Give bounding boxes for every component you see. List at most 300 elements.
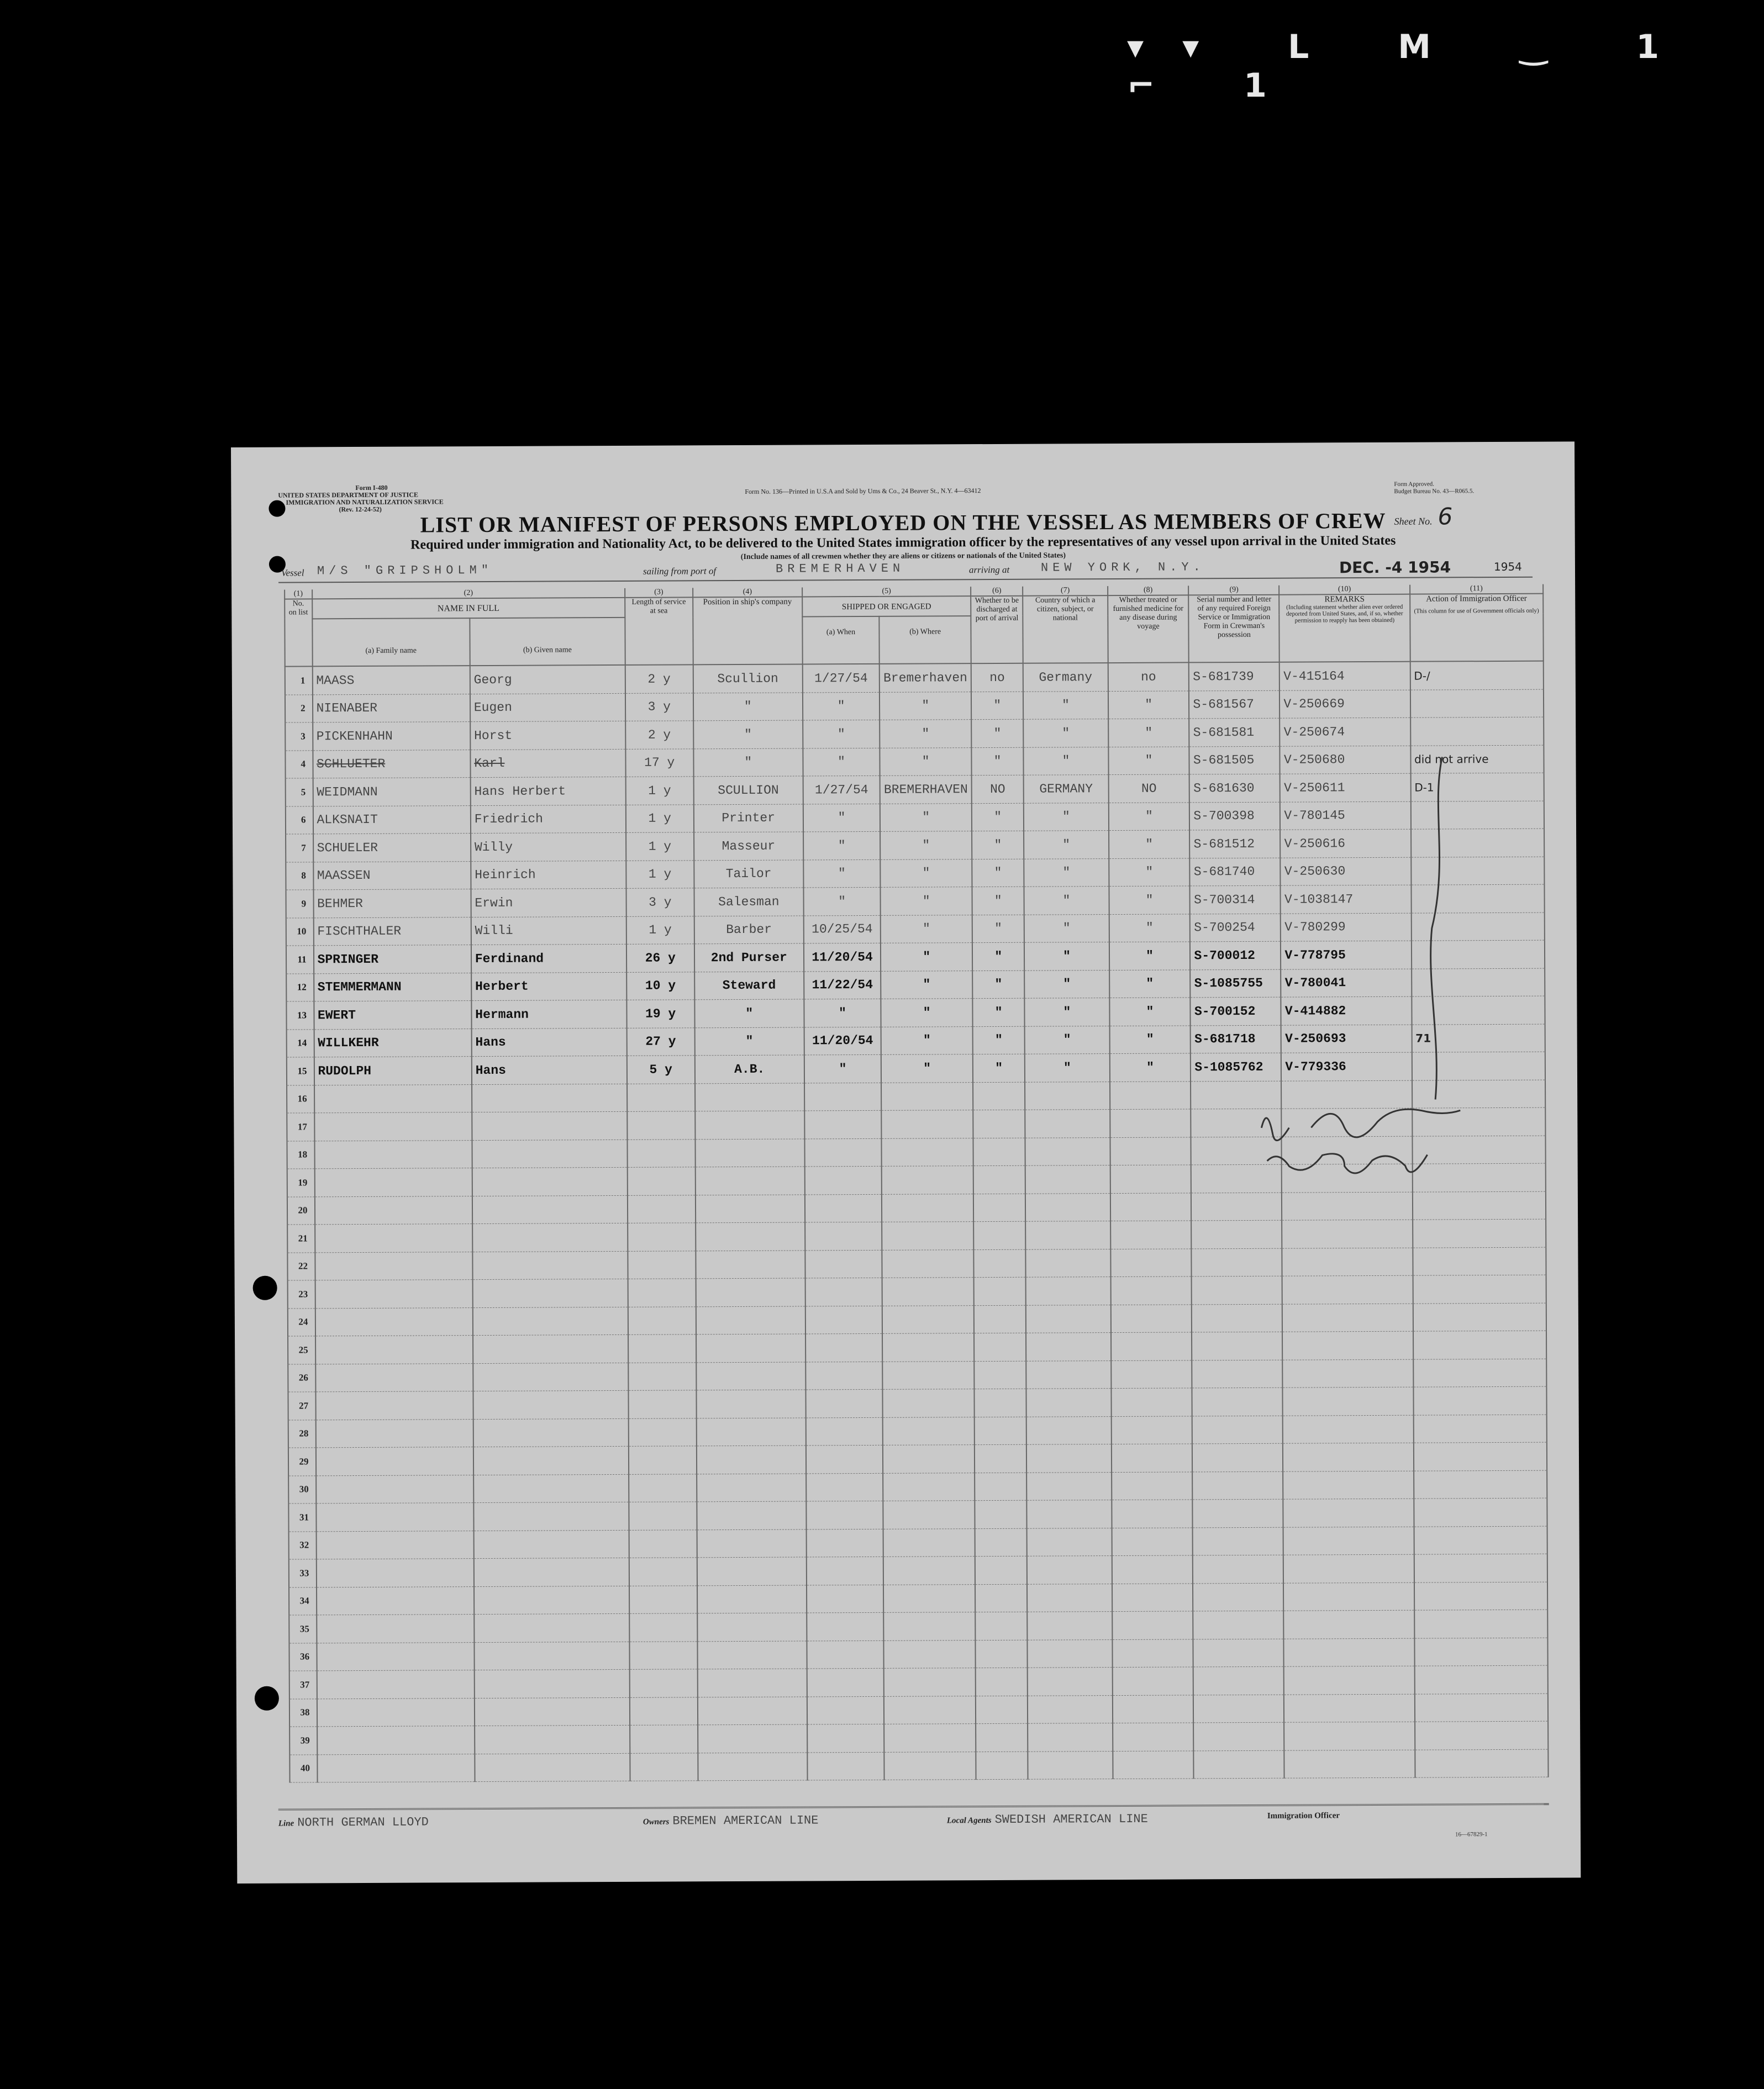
cell-remarks — [1284, 1666, 1414, 1695]
cell-length — [629, 1502, 697, 1530]
cell-when — [805, 1333, 883, 1362]
header-length: Length of service at sea — [625, 597, 693, 665]
approval-note: Form Approved. Budget Bureau No. 43—R065.5. — [1394, 481, 1475, 495]
row-number: 12 — [286, 973, 314, 1001]
cell-remarks — [1283, 1443, 1413, 1471]
cell-given: Horst — [470, 721, 625, 750]
cell-country: GERMANY — [1024, 775, 1109, 803]
cell-when: 11/20/54 — [804, 943, 881, 971]
cell-length — [628, 1362, 696, 1390]
cell-length — [629, 1613, 697, 1642]
arriving-label: arriving at — [968, 564, 1010, 576]
cell-family — [315, 1224, 473, 1253]
cell-action: did not arrive — [1410, 745, 1544, 774]
cell-where — [881, 1110, 973, 1138]
cell-position — [697, 1529, 806, 1557]
cell-family — [316, 1531, 474, 1559]
cell-treated: " — [1109, 1025, 1191, 1053]
cell-action — [1413, 1331, 1547, 1359]
cell-remarks — [1283, 1499, 1414, 1527]
cell-serial: S-1085762 — [1191, 1053, 1281, 1081]
cell-position — [695, 1083, 804, 1111]
cell-position — [697, 1669, 807, 1697]
cell-treated — [1110, 1109, 1191, 1137]
cell-length: 5 y — [627, 1056, 695, 1084]
cell-treated: " — [1108, 746, 1189, 774]
row-number: 26 — [288, 1364, 315, 1392]
cell-serial — [1192, 1416, 1283, 1444]
cell-given — [473, 1334, 628, 1363]
cell-family: SCHLUETER — [313, 750, 471, 778]
arrival-port: NEW YORK, N.Y. — [1040, 560, 1205, 575]
cell-where — [882, 1166, 973, 1194]
header-family: (a) Family name — [312, 618, 470, 667]
cell-given — [474, 1642, 629, 1670]
cell-given — [472, 1167, 627, 1196]
cell-where: " — [880, 831, 972, 859]
cell-action — [1414, 1554, 1547, 1582]
cell-where: " — [880, 692, 971, 720]
row-number: 17 — [287, 1113, 314, 1141]
row-number: 28 — [288, 1420, 316, 1448]
cell-family — [317, 1698, 475, 1727]
cell-action — [1414, 1470, 1547, 1499]
cell-given — [472, 1195, 628, 1224]
cell-length — [629, 1641, 697, 1669]
cell-given — [474, 1558, 629, 1586]
row-number: 3 — [285, 722, 313, 751]
cell-family — [314, 1168, 472, 1197]
cell-position: Salesman — [694, 888, 803, 916]
row-number: 35 — [289, 1615, 317, 1643]
service-name: IMMIGRATION AND NATURALIZATION SERVICE — [286, 498, 444, 507]
cell-remarks — [1282, 1275, 1413, 1304]
arrival-year: 1954 — [1493, 560, 1522, 574]
cell-family — [314, 1140, 472, 1169]
cell-when — [804, 1110, 882, 1138]
row-number: 32 — [289, 1531, 317, 1559]
cell-treated — [1110, 1248, 1192, 1276]
line-field: Line NORTH GERMAN LLOYD — [278, 1815, 429, 1830]
cell-remarks: V-780041 — [1281, 969, 1412, 998]
row-number: 9 — [286, 890, 313, 918]
cell-country: " — [1024, 747, 1109, 775]
cell-when — [807, 1696, 884, 1724]
cell-country: " — [1025, 998, 1110, 1026]
cell-when — [806, 1417, 883, 1446]
row-number: 4 — [285, 750, 313, 778]
col-num: (5) — [802, 587, 971, 597]
row-number: 24 — [288, 1308, 315, 1336]
cell-when: " — [804, 999, 881, 1027]
header-name: NAME IN FULL — [312, 598, 625, 619]
cell-treated — [1111, 1416, 1192, 1444]
cell-where — [882, 1305, 974, 1333]
cell-action — [1414, 1638, 1548, 1666]
cell-where — [883, 1612, 975, 1640]
header-action — [1410, 594, 1544, 662]
cell-where: " — [880, 720, 971, 748]
cell-given: Ferdinand — [471, 944, 626, 973]
cell-length — [630, 1753, 698, 1781]
cell-action — [1413, 1247, 1546, 1276]
cell-where: " — [881, 915, 972, 943]
cell-action — [1413, 1415, 1547, 1443]
cell-country — [1025, 1110, 1110, 1138]
officer-field: Immigration Officer — [1267, 1811, 1340, 1821]
cell-length: 19 y — [626, 1000, 694, 1028]
cell-country — [1026, 1277, 1111, 1305]
cell-family: NIENABER — [312, 694, 470, 722]
cell-position — [697, 1640, 807, 1669]
cell-treated — [1110, 1137, 1191, 1165]
cell-where — [884, 1668, 976, 1696]
cell-where — [883, 1445, 975, 1473]
cell-position: SCULLION — [693, 776, 803, 804]
cell-where — [884, 1724, 976, 1752]
cell-where — [881, 1082, 973, 1110]
cell-family: PICKENHAHN — [313, 722, 471, 751]
cell-treated: " — [1108, 719, 1189, 747]
cell-treated — [1110, 1221, 1192, 1249]
cell-treated — [1112, 1555, 1193, 1584]
row-number: 34 — [289, 1587, 317, 1615]
cell-serial: S-681512 — [1189, 830, 1280, 858]
cell-remarks — [1283, 1471, 1414, 1500]
cell-family — [316, 1559, 474, 1587]
cell-length — [628, 1418, 696, 1446]
cell-treated — [1110, 1276, 1192, 1305]
col-num: (4) — [693, 587, 802, 597]
department-name: UNITED STATES DEPARTMENT OF JUSTICE — [278, 490, 419, 499]
cell-treated — [1110, 1193, 1192, 1221]
cell-treated — [1112, 1667, 1193, 1695]
cell-serial — [1193, 1527, 1283, 1555]
cell-treated — [1111, 1444, 1192, 1472]
cell-serial — [1193, 1639, 1284, 1667]
printer-line: Form No. 136—Printed in U.S.A and Sold by Ums & Co., 24 Beaver St., N.Y. 4—63412 — [745, 487, 981, 495]
cell-action — [1415, 1721, 1549, 1750]
cell-position — [695, 1111, 804, 1139]
cell-given: Willi — [471, 916, 626, 945]
row-number: 5 — [286, 778, 313, 806]
cell-position — [696, 1306, 805, 1334]
cell-treated — [1111, 1332, 1192, 1360]
cell-remarks — [1284, 1750, 1415, 1779]
cell-where — [883, 1417, 975, 1445]
cell-treated — [1112, 1639, 1193, 1667]
row-number: 8 — [286, 862, 313, 890]
cell-treated — [1110, 1165, 1191, 1193]
cell-treated — [1113, 1750, 1194, 1779]
cell-discharged: " — [971, 719, 1023, 747]
cell-family — [317, 1670, 475, 1699]
cell-length — [628, 1223, 696, 1251]
row-number: 40 — [289, 1754, 317, 1782]
cell-length: 17 y — [625, 748, 693, 777]
cell-remarks — [1282, 1304, 1413, 1332]
cell-given — [473, 1446, 629, 1475]
cell-family — [315, 1447, 473, 1476]
agents-field: Local Agents SWEDISH AMERICAN LINE — [946, 1812, 1148, 1827]
row-number: 10 — [286, 917, 314, 946]
cell-given — [474, 1669, 629, 1698]
cell-discharged — [976, 1696, 1028, 1724]
cell-country — [1027, 1556, 1112, 1584]
cell-where — [884, 1640, 976, 1668]
cell-family: RUDOLPH — [314, 1057, 472, 1085]
cell-serial — [1193, 1499, 1283, 1527]
col-num: (3) — [625, 588, 693, 598]
cell-family — [316, 1475, 474, 1504]
row-number: 31 — [288, 1504, 316, 1532]
cell-position: " — [693, 692, 803, 720]
cell-position: 2nd Purser — [694, 943, 804, 972]
row-number: 13 — [286, 1001, 314, 1030]
cell-action — [1414, 1610, 1548, 1638]
cell-when: " — [803, 804, 881, 832]
remarks-note: (Including statement whether alien ever ordered deported from United States, and, if so, whether permission to reapply has been obtained) — [1286, 603, 1403, 624]
cell-country: " — [1023, 691, 1108, 719]
cell-length — [628, 1390, 696, 1418]
cell-length: 27 y — [626, 1027, 694, 1056]
cell-country: " — [1024, 803, 1109, 831]
cell-family: WEIDMANN — [313, 778, 471, 806]
cell-given — [473, 1363, 628, 1391]
cell-when — [804, 1083, 882, 1111]
cell-country: " — [1024, 887, 1109, 915]
cell-when — [805, 1278, 882, 1306]
cell-given — [472, 1251, 628, 1280]
cell-length — [629, 1558, 697, 1586]
cell-family — [314, 1196, 472, 1225]
cell-action — [1414, 1526, 1547, 1555]
cell-where — [882, 1138, 973, 1166]
cell-remarks — [1283, 1527, 1414, 1555]
cell-when — [805, 1389, 883, 1417]
cell-discharged — [975, 1417, 1026, 1445]
cell-treated: " — [1109, 969, 1191, 998]
cell-serial — [1192, 1332, 1282, 1360]
header-given: (b) Given name — [470, 617, 625, 666]
film-frame-marks: ▾▾ L M ‿ 1 ⌐ 1 — [1127, 28, 1698, 105]
cell-position — [696, 1278, 805, 1306]
cell-where: " — [881, 943, 972, 971]
cell-where — [884, 1696, 976, 1724]
cell-given: Hans — [472, 1056, 627, 1084]
cell-remarks — [1284, 1638, 1414, 1667]
cell-position: " — [694, 999, 804, 1027]
cell-family: FISCHTHALER — [313, 917, 471, 946]
cell-when — [807, 1724, 884, 1752]
cell-given — [473, 1418, 628, 1447]
cell-discharged — [974, 1277, 1026, 1305]
col-num: (11) — [1410, 584, 1543, 594]
cell-serial — [1192, 1276, 1282, 1304]
cell-serial — [1193, 1695, 1284, 1723]
owners-field: Owners BREMEN AMERICAN LINE — [643, 1813, 819, 1828]
cell-where — [882, 1278, 974, 1306]
cell-family: SCHUELER — [313, 834, 471, 862]
cell-remarks: V-250680 — [1280, 746, 1410, 774]
cell-position: Masseur — [694, 832, 803, 860]
cell-when: 1/27/54 — [803, 664, 880, 693]
cell-discharged: " — [971, 747, 1023, 776]
cell-country: " — [1024, 970, 1109, 998]
cell-length — [627, 1167, 695, 1195]
cell-where — [882, 1194, 973, 1222]
cell-discharged: " — [973, 1026, 1025, 1054]
cell-length: 3 y — [626, 888, 694, 916]
cell-discharged — [975, 1473, 1026, 1501]
cell-serial: S-1085755 — [1191, 969, 1281, 998]
cell-serial — [1193, 1471, 1283, 1500]
cell-country — [1026, 1333, 1111, 1361]
cell-country — [1025, 1137, 1110, 1165]
row-number: 39 — [289, 1727, 317, 1755]
cell-where — [883, 1557, 975, 1585]
cell-serial — [1192, 1248, 1282, 1276]
cell-action — [1410, 717, 1544, 746]
cell-position — [696, 1390, 805, 1418]
cell-discharged: no — [971, 663, 1023, 692]
cell-family — [315, 1419, 473, 1448]
cell-discharged: " — [972, 942, 1024, 970]
cell-when — [807, 1585, 884, 1613]
cell-remarks — [1283, 1415, 1413, 1444]
row-number: 27 — [288, 1392, 315, 1420]
cell-discharged — [973, 1221, 1025, 1249]
cell-action — [1413, 1359, 1547, 1388]
cell-where — [883, 1584, 975, 1612]
header-no: No. on list — [285, 599, 312, 666]
cell-family — [315, 1336, 473, 1364]
cell-family: BEHMER — [313, 889, 471, 918]
cell-where: " — [881, 999, 973, 1027]
cell-where: " — [880, 747, 972, 776]
cell-given — [475, 1725, 630, 1754]
cell-treated: " — [1109, 830, 1190, 858]
cell-country: " — [1024, 831, 1109, 859]
row-number: 18 — [287, 1141, 314, 1169]
cell-treated — [1111, 1360, 1192, 1388]
cell-when — [805, 1166, 882, 1194]
cell-discharged — [973, 1138, 1025, 1166]
cell-serial: S-700254 — [1190, 914, 1281, 942]
cell-country — [1028, 1668, 1113, 1696]
cell-serial — [1192, 1388, 1283, 1416]
cell-position — [695, 1138, 804, 1167]
cell-country — [1028, 1639, 1113, 1668]
cell-given: Hans Herbert — [470, 777, 625, 805]
row-number: 36 — [289, 1643, 317, 1671]
cell-position — [695, 1167, 804, 1195]
cell-given — [473, 1502, 629, 1531]
cell-action — [1414, 1498, 1547, 1527]
cell-remarks: V-414882 — [1281, 996, 1412, 1025]
cell-family: WILLKEHR — [314, 1028, 472, 1057]
cell-length — [628, 1279, 696, 1307]
cell-when — [805, 1362, 883, 1390]
cell-serial — [1193, 1611, 1284, 1639]
cell-discharged — [973, 1194, 1025, 1222]
cell-when — [807, 1752, 884, 1780]
cell-country — [1025, 1221, 1110, 1249]
cell-discharged — [975, 1444, 1026, 1473]
cell-where — [882, 1222, 973, 1250]
cell-position — [697, 1557, 806, 1585]
cell-remarks — [1284, 1694, 1414, 1723]
cell-length: 2 y — [625, 721, 693, 749]
cell-given — [472, 1279, 628, 1307]
cell-remarks — [1283, 1582, 1414, 1611]
col-num: (2) — [312, 588, 625, 599]
sheet-number: Sheet No. 6 — [1394, 503, 1453, 530]
cell-serial — [1193, 1555, 1283, 1583]
inspector-signature — [1245, 1094, 1483, 1222]
cell-discharged: " — [972, 831, 1024, 859]
form-title: LIST OR MANIFEST OF PERSONS EMPLOYED ON THE VESSEL AS MEMBERS OF CREW — [420, 508, 1386, 537]
cell-where — [883, 1473, 975, 1501]
cell-length — [629, 1446, 697, 1474]
cell-discharged: " — [972, 998, 1024, 1026]
cell-family — [315, 1307, 473, 1336]
cell-where — [883, 1501, 975, 1529]
cell-treated: " — [1108, 802, 1189, 830]
cell-where: " — [881, 1026, 973, 1054]
cell-serial: S-700314 — [1190, 885, 1281, 914]
cell-remarks — [1283, 1554, 1414, 1583]
cell-treated: " — [1109, 914, 1190, 942]
cell-action — [1413, 1303, 1546, 1332]
vessel-label: Vessel — [281, 567, 304, 578]
cell-remarks: V-779336 — [1281, 1052, 1412, 1081]
cell-remarks: V-415164 — [1279, 662, 1410, 690]
cell-country — [1026, 1360, 1112, 1389]
cell-remarks: V-780299 — [1281, 913, 1411, 942]
cell-serial — [1194, 1750, 1284, 1779]
row-number: 21 — [287, 1225, 315, 1253]
cell-discharged: " — [972, 970, 1024, 999]
row-number: 20 — [287, 1196, 315, 1225]
cell-country — [1026, 1389, 1112, 1417]
cell-country: Germany — [1023, 663, 1108, 692]
cell-discharged — [975, 1389, 1026, 1417]
cell-remarks — [1282, 1220, 1413, 1248]
cell-when — [806, 1473, 883, 1501]
cell-country — [1026, 1472, 1112, 1500]
cell-country — [1025, 1193, 1110, 1221]
cell-given — [474, 1586, 629, 1615]
row-number: 6 — [286, 806, 313, 834]
action-title: Action of Immigration Officer — [1426, 594, 1527, 604]
cell-family: EWERT — [314, 1001, 472, 1030]
departure-port: BREMERHAVEN — [775, 561, 905, 576]
cell-given — [473, 1530, 629, 1559]
cell-given — [473, 1307, 628, 1336]
revision-date: (Rev. 12-24-52) — [339, 505, 382, 514]
cell-length: 26 y — [626, 944, 694, 972]
cell-treated: " — [1109, 858, 1190, 886]
cell-given: Eugen — [470, 693, 625, 722]
row-number: 33 — [289, 1559, 317, 1587]
action-note: (This column for use of Government officials only) — [1414, 607, 1539, 615]
cell-where: BREMERHAVEN — [880, 776, 972, 804]
punch-hole — [253, 1276, 277, 1300]
cell-family — [316, 1503, 474, 1532]
cell-serial: S-681739 — [1189, 662, 1279, 691]
cell-action — [1414, 1665, 1548, 1694]
